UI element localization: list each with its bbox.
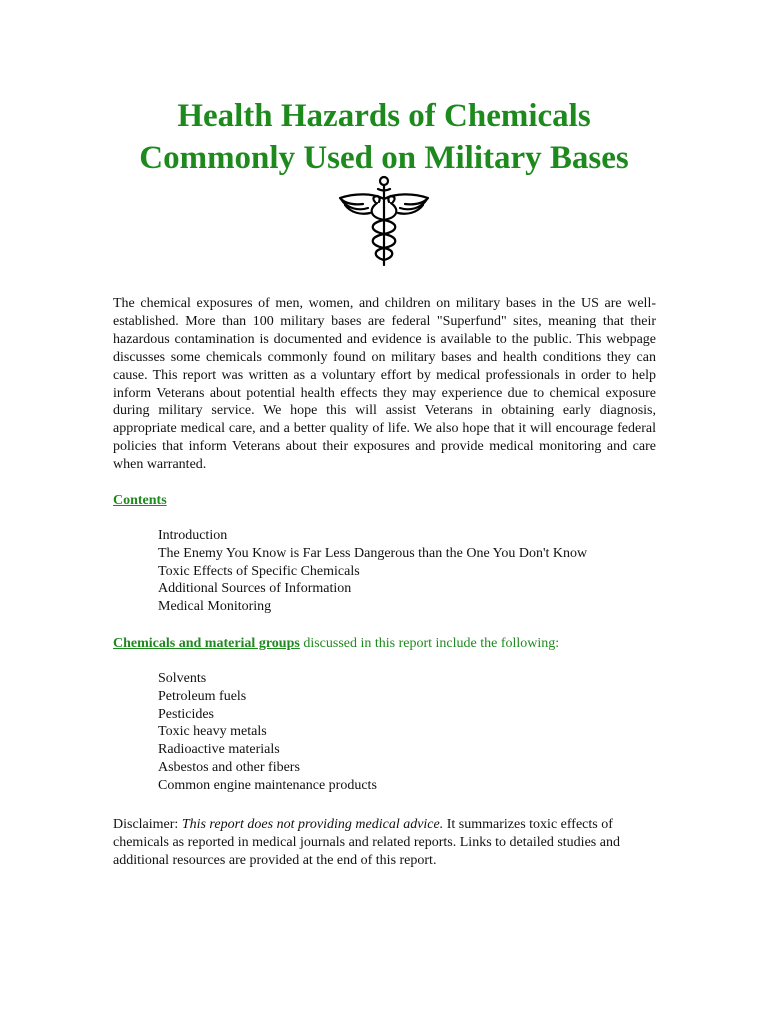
title-line-2: Commonly Used on Military Bases bbox=[139, 140, 629, 176]
chemicals-intro-suffix: discussed in this report include the following: bbox=[299, 636, 560, 651]
disclaimer-paragraph bbox=[113, 816, 656, 870]
contents-item-medical-monitoring: Medical Monitoring bbox=[158, 599, 272, 615]
caduceus-icon bbox=[337, 175, 431, 267]
chemicals-list bbox=[158, 670, 377, 795]
chemical-item-asbestos: Asbestos and other fibers bbox=[158, 759, 300, 775]
chemical-item-solvents: Solvents bbox=[158, 671, 207, 686]
contents-list bbox=[158, 527, 587, 616]
contents-item-enemy-you-know: The Enemy You Know is Far Less Dangerous than the One You Don't Know bbox=[158, 545, 588, 561]
chemical-item-heavy-metals: Toxic heavy metals bbox=[158, 724, 267, 740]
disclaimer-text: It summarizes toxic effects of chemicals as reported in medical journals and related reports. Links to detailed studies and additional resources are provided at the end of this report. bbox=[113, 817, 620, 868]
chemical-item-radioactive: Radioactive materials bbox=[158, 742, 280, 758]
chemicals-groups-link[interactable]: Chemicals and material groups bbox=[113, 636, 300, 651]
contents-item-toxic-effects: Toxic Effects of Specific Chemicals bbox=[158, 563, 360, 579]
disclaimer-italic: This report does not providing medical advice. bbox=[181, 817, 444, 832]
chemical-item-pesticides: Pesticides bbox=[158, 706, 214, 722]
contents-item-additional-sources: Additional Sources of Information bbox=[158, 581, 352, 597]
title-line-1: Health Hazards of Chemicals bbox=[177, 98, 591, 134]
page-title bbox=[60, 95, 708, 179]
chemical-item-engine-products: Common engine maintenance products bbox=[158, 777, 377, 793]
chemicals-intro bbox=[113, 635, 559, 653]
disclaimer-label: Disclaimer: bbox=[113, 817, 182, 832]
contents-item-introduction: Introduction bbox=[158, 528, 228, 543]
contents-heading-link[interactable]: Contents bbox=[113, 493, 167, 508]
intro-paragraph: The chemical exposures of men, women, and children on military bases in the US are well-established. More than 100 military bases are federal "Superfund" sites, meaning that their hazardous contamination is documented and evidence is available to the public. This webpage discusses some chemicals commonly found on military bases and health conditions they can cause. This report was written as a voluntary effort by medical professionals in order to help inform Veterans about potential health effects they may experience due to chemical exposure during military service. We hope this will assist Veterans in obtaining early diagnosis, appropriate medical care, and a better quality of life. We also hope that it will encourage federal policies that inform Veterans about their exposures and provide medical monitoring and care when warranted. bbox=[113, 296, 656, 473]
chemical-item-petroleum-fuels: Petroleum fuels bbox=[158, 688, 247, 704]
